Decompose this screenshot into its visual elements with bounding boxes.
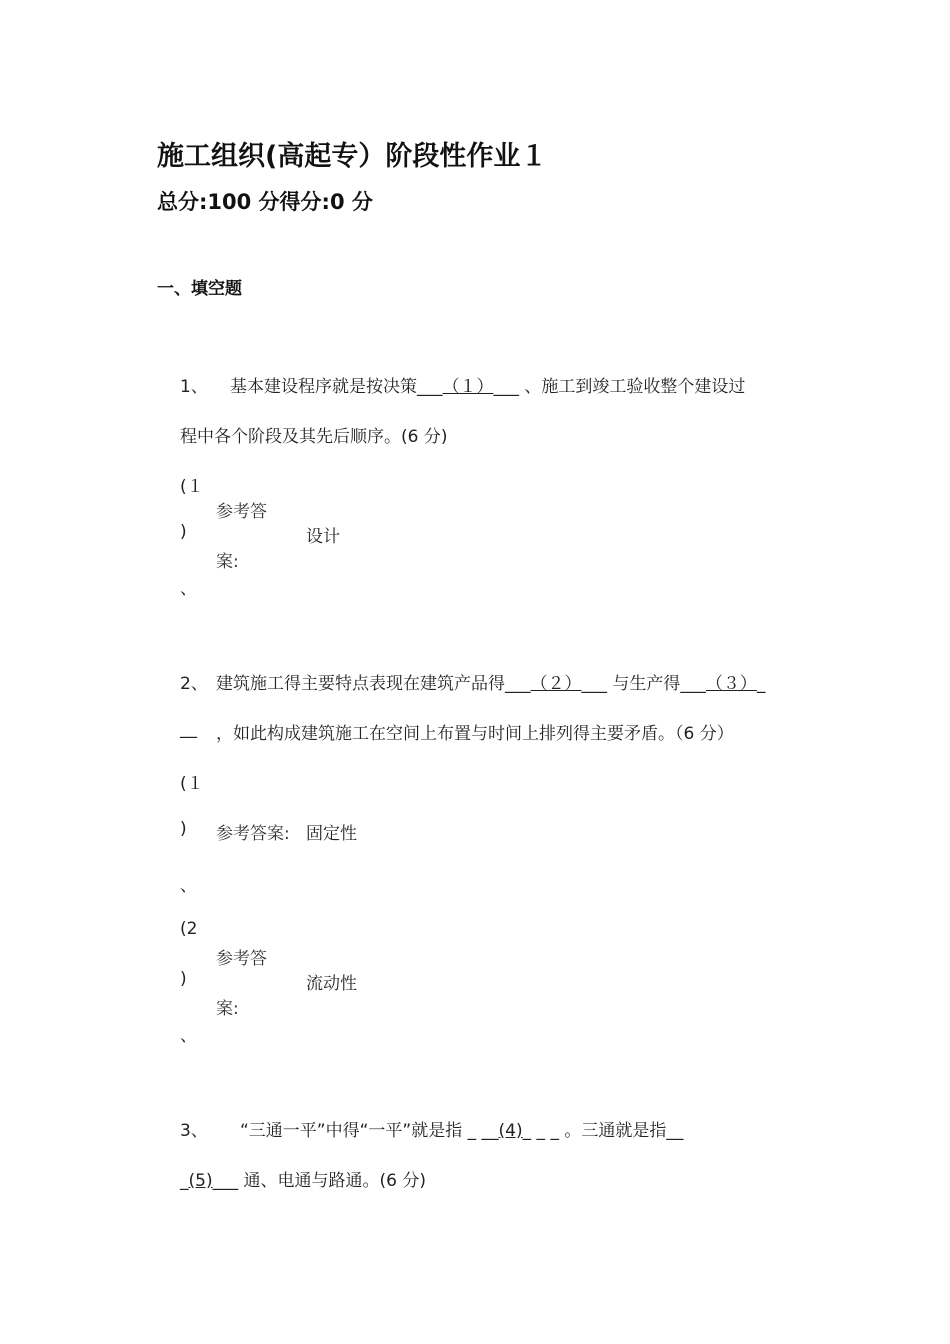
blank-label: （１）: [442, 377, 494, 397]
question-text-part: 通、电通与路通。(6 分): [243, 1171, 426, 1191]
answer-index-open: (１: [180, 774, 204, 794]
answer-index-close: ): [180, 522, 187, 542]
blank-fill: _ _ _: [522, 1121, 559, 1141]
blank-fill: ___: [581, 674, 607, 694]
answer-label: 参考答案:: [216, 824, 290, 844]
answer-tick: 、: [180, 876, 197, 896]
question-text: [230, 372, 745, 397]
answer-index-close: ): [180, 969, 187, 989]
blank-label: (5): [188, 1171, 213, 1191]
blank-fill: ___: [212, 1171, 239, 1191]
question-text: [216, 669, 765, 694]
question-text-line2: [180, 1166, 426, 1191]
question-number: 1、: [180, 377, 208, 397]
score-line: 总分:100 分得分:0 分: [157, 190, 373, 214]
question-text-part: “三通一平”中得“一平”就是指: [240, 1121, 463, 1141]
blank-fill: __: [180, 719, 197, 739]
answer-label: 案:: [216, 999, 239, 1019]
question-number: 3、: [180, 1121, 208, 1141]
blank-fill: _: [180, 1171, 189, 1191]
question-text-part: 基本建设程序就是按决策: [230, 377, 417, 397]
answer-label: 参考答: [216, 502, 267, 522]
question-text-line2: ，如此构成建筑施工在空间上布置与时间上排列得主要矛盾。（6 分）: [216, 724, 734, 744]
blank-fill: ___: [493, 377, 519, 397]
blank-fill: ___: [505, 674, 531, 694]
answer-value: 固定性: [306, 824, 357, 844]
answer-tick: 、: [180, 1026, 197, 1046]
answer-value: 设计: [306, 527, 340, 547]
question-text: [240, 1116, 683, 1141]
answer-label: 案:: [216, 552, 239, 572]
page-title: 施工组织(高起专）阶段性作业１: [157, 141, 548, 172]
blank-label: (4): [498, 1121, 523, 1141]
answer-value: 流动性: [306, 974, 357, 994]
question-text-part: 建筑施工得主要特点表现在建筑产品得: [216, 674, 505, 694]
blank-fill: _: [756, 674, 766, 694]
answer-label: 参考答: [216, 949, 267, 969]
question-text-part: 与生产得: [612, 674, 681, 694]
blank-fill: ___: [417, 377, 443, 397]
blank-fill: ___: [680, 674, 706, 694]
blank-label: （２）: [530, 674, 582, 694]
question-text-line2: 程中各个阶段及其先后顺序。(6 分): [180, 427, 448, 447]
blank-fill: _ __: [467, 1121, 499, 1141]
question-text-part: 、施工到竣工验收整个建设过: [524, 377, 746, 397]
question-number: 2、: [180, 674, 208, 694]
answer-index-open: (１: [180, 477, 204, 497]
answer-index-open: (2: [180, 919, 198, 939]
section-heading: 一、填空题: [157, 279, 242, 299]
answer-index-close: ): [180, 819, 187, 839]
answer-tick: 、: [180, 579, 197, 599]
question-text-part: 。三通就是指__: [564, 1121, 684, 1141]
blank-label: （３）: [705, 674, 757, 694]
